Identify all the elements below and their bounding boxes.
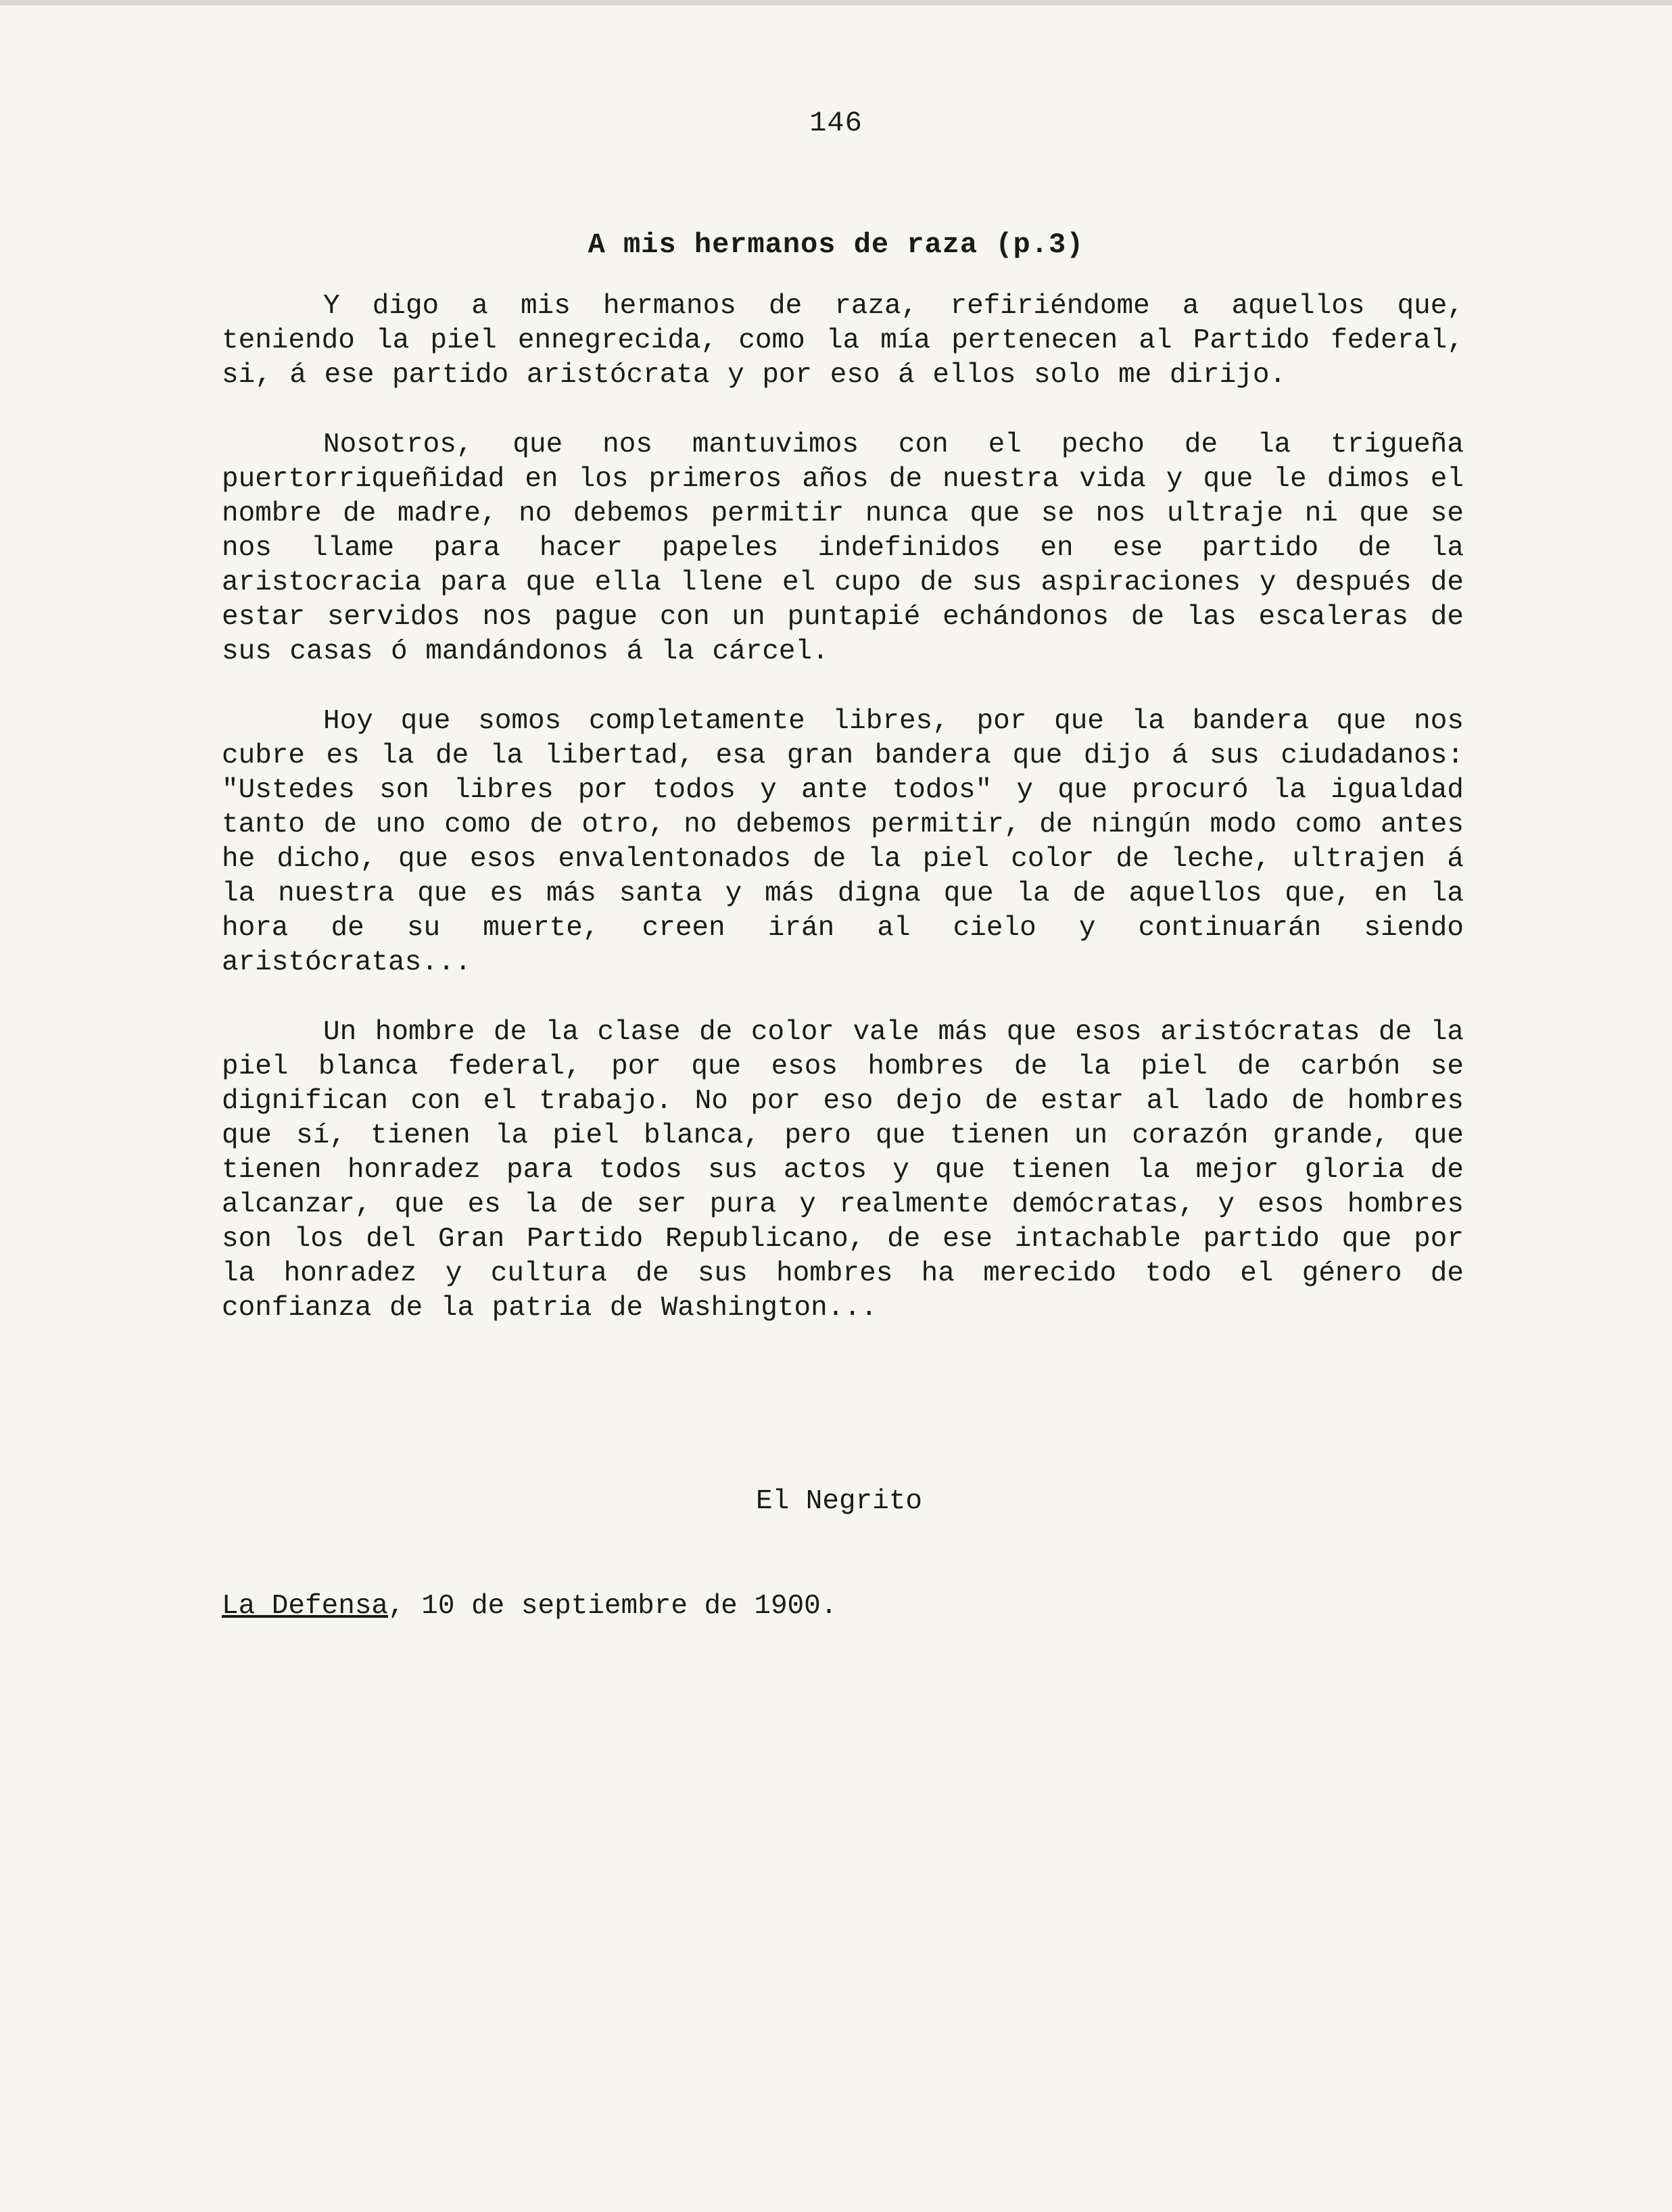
document-body bbox=[222, 289, 1464, 1361]
paragraph: Hoy que somos completamente libres, por que la bandera que nos cubre es la de la libertad, esa gran bandera que dijo á sus ciudadanos: "Ustedes son libres por todos y ante todos" y que procuró la igualdad tanto de uno como de otro, no debemos permitir, de ningún modo como antes he dicho, que esos envalentonados de la piel color de leche, ultrajen á la nuestra que es más santa y más digna que la de aquellos que, en la hora de su muerte, creen irán al cielo y continuarán siendo aristócratas... bbox=[222, 706, 1464, 978]
source-publication: La Defensa bbox=[222, 1591, 389, 1622]
paragraph: Nosotros, que nos mantuvimos con el pecho de la trigueña puertorriqueñidad en los primeros años de nuestra vida y que le dimos el nombre de madre, no debemos permitir nunca que se nos ultraje ni que se nos llame para hacer papeles indefinidos en ese partido de la aristocracia para que ella llene el cupo de sus aspiraciones y después de estar servidos nos pague con un puntapié echándonos de las escaleras de sus casas ó mandándonos á la cárcel. bbox=[222, 429, 1464, 667]
signature: El Negrito bbox=[756, 1486, 923, 1517]
source-citation bbox=[222, 1591, 837, 1622]
document-title: A mis hermanos de raza (p.3) bbox=[588, 229, 1084, 261]
page-top-edge bbox=[0, 0, 1672, 5]
page-number: 146 bbox=[809, 107, 863, 139]
paragraph: Un hombre de la clase de color vale más que esos aristócratas de la piel blanca federal, por que esos hombres de la piel de carbón se dignifican con el trabajo. No por eso dejo de estar al lado de hombres que sí, tienen la piel blanca, pero que tienen un corazón grande, que tienen honradez para todos sus actos y que tienen la mejor gloria de alcanzar, que es la de ser pura y realmente demócratas, y esos hombres son los del Gran Partido Republicano, de ese intachable partido que por la honradez y cultura de sus hombres ha merecido todo el género de confianza de la patria de Washington... bbox=[222, 1017, 1464, 1324]
paragraph: Y digo a mis hermanos de raza, refiriéndome a aquellos que, teniendo la piel ennegrecida, como la mía pertenecen al Partido federal, si, á ese partido aristócrata y por eso á ellos solo me dirijo. bbox=[222, 291, 1464, 391]
source-date: , 10 de septiembre de 1900. bbox=[388, 1591, 838, 1622]
